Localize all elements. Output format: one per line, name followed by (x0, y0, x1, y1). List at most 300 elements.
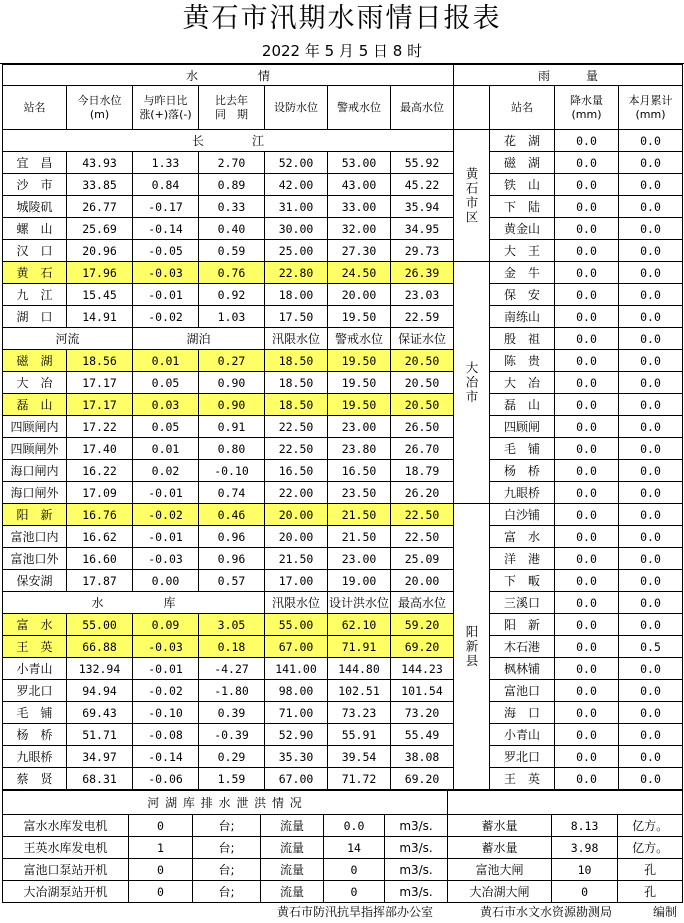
group-label: 汛限水位 (265, 328, 328, 350)
value-cell: 0.57 (199, 570, 265, 592)
facility-name: 王英水库发电机 (3, 837, 129, 859)
station-name: 沙 市 (3, 174, 67, 196)
value-cell: 20.50 (391, 394, 454, 416)
blank-cell (448, 791, 683, 815)
unit-label: 台; (193, 881, 261, 903)
column-header: 站名 (490, 86, 555, 130)
value-cell: 0.27 (199, 350, 265, 372)
value-cell: 17.17 (67, 394, 133, 416)
value-cell: 0.29 (199, 746, 265, 768)
flow-unit: m3/s. (385, 881, 448, 903)
flow-value: 14 (324, 837, 385, 859)
water-level-table (2, 64, 454, 790)
value-cell: 33.00 (328, 196, 391, 218)
column-header: 警戒水位 (328, 86, 391, 130)
value-cell: -0.10 (133, 702, 199, 724)
station-name: 罗北口 (3, 680, 67, 702)
flow-value: 0 (324, 859, 385, 881)
station-name: 九眼桥 (3, 746, 67, 768)
value-cell: 0.90 (199, 394, 265, 416)
rain-station-name: 三溪口 (490, 592, 555, 614)
rain-value: 0.0 (555, 350, 619, 372)
value-cell: 132.94 (67, 658, 133, 680)
station-row (3, 284, 454, 306)
value-cell: 20.00 (265, 526, 328, 548)
value-cell: 71.72 (328, 768, 391, 790)
reservoir-label: 大冶湖大闸 (448, 881, 552, 903)
rain-month-total: 0.5 (619, 636, 683, 658)
unit-label: 台; (193, 837, 261, 859)
flow-label: 流量 (261, 837, 324, 859)
rain-value: 0.0 (555, 328, 619, 350)
rain-value: 0.0 (555, 504, 619, 526)
value-cell: 23.00 (328, 416, 391, 438)
value-cell: 71.00 (265, 702, 328, 724)
station-row (3, 152, 454, 174)
rainfall-table (453, 64, 683, 790)
discharge-row (3, 815, 683, 837)
reservoir-label: 蓄水量 (448, 815, 552, 837)
value-cell: -0.17 (133, 196, 199, 218)
rain-month-total: 0.0 (619, 746, 683, 768)
station-name: 海口闸内 (3, 460, 67, 482)
value-cell: 17.50 (265, 306, 328, 328)
value-cell: -0.01 (133, 526, 199, 548)
group-label: 设计洪水位 (328, 592, 391, 614)
value-cell: 42.00 (265, 174, 328, 196)
value-cell: 67.00 (265, 636, 328, 658)
rain-month-total: 0.0 (619, 262, 683, 284)
value-cell: 22.59 (391, 306, 454, 328)
value-cell: 20.00 (265, 504, 328, 526)
report-footer (0, 902, 684, 922)
value-cell: 0.89 (199, 174, 265, 196)
rain-month-total: 0.0 (619, 460, 683, 482)
unit-count: 0 (129, 815, 193, 837)
report-title: 黄石市汛期水雨情日报表 (182, 3, 502, 34)
station-row (3, 306, 454, 328)
value-cell: 22.00 (265, 482, 328, 504)
value-cell: 16.50 (265, 460, 328, 482)
station-name: 蔡 贤 (3, 768, 67, 790)
station-name: 富池口内 (3, 526, 67, 548)
value-cell: 66.88 (67, 636, 133, 658)
district-name: 阳新县 (454, 504, 490, 790)
value-cell: 53.00 (328, 152, 391, 174)
discharge-row (3, 837, 683, 859)
value-cell: 141.00 (265, 658, 328, 680)
station-row (3, 372, 454, 394)
rain-month-total: 0.0 (619, 702, 683, 724)
facility-name: 大冶湖泵站开机 (3, 881, 129, 903)
value-cell: 38.08 (391, 746, 454, 768)
station-name: 小青山 (3, 658, 67, 680)
reservoir-unit: 亿方。 (618, 815, 683, 837)
value-cell: 15.45 (67, 284, 133, 306)
rain-value: 0.0 (555, 680, 619, 702)
value-cell: 68.31 (67, 768, 133, 790)
rain-month-total: 0.0 (619, 218, 683, 240)
column-header-row (3, 86, 454, 130)
station-name: 富 水 (3, 614, 67, 636)
value-cell: 22.50 (265, 416, 328, 438)
value-cell: 0.46 (199, 504, 265, 526)
rain-month-total: 0.0 (619, 174, 683, 196)
rain-station-name: 大 冶 (490, 372, 555, 394)
value-cell: 23.50 (328, 482, 391, 504)
value-cell: 144.80 (328, 658, 391, 680)
unit-label: 台; (193, 815, 261, 837)
value-cell: 0.39 (199, 702, 265, 724)
station-name: 城陵矶 (3, 196, 67, 218)
rain-station-name: 南练山 (490, 306, 555, 328)
rain-month-total: 0.0 (619, 570, 683, 592)
reservoir-unit: 亿方。 (618, 837, 683, 859)
value-cell: 0.96 (199, 548, 265, 570)
value-cell: -0.01 (133, 658, 199, 680)
value-cell: 30.00 (265, 218, 328, 240)
value-cell: 19.00 (328, 570, 391, 592)
value-cell: 0.02 (133, 460, 199, 482)
value-cell: -0.05 (133, 240, 199, 262)
station-row (3, 570, 454, 592)
value-cell: 73.23 (328, 702, 391, 724)
value-cell: 94.94 (67, 680, 133, 702)
value-cell: 0.33 (199, 196, 265, 218)
station-row (3, 526, 454, 548)
value-cell: 21.50 (265, 548, 328, 570)
flow-unit: m3/s. (385, 815, 448, 837)
value-cell: 69.20 (391, 768, 454, 790)
value-cell: 0.59 (199, 240, 265, 262)
rain-value: 0.0 (555, 394, 619, 416)
rain-value: 0.0 (555, 240, 619, 262)
rain-station-name: 王 英 (490, 768, 555, 790)
station-row (3, 548, 454, 570)
facility-name: 富池口泵站开机 (3, 859, 129, 881)
station-row (3, 438, 454, 460)
value-cell: 0.96 (199, 526, 265, 548)
rain-station-name: 磊 山 (490, 394, 555, 416)
station-name: 宜 昌 (3, 152, 67, 174)
value-cell: 0.03 (133, 394, 199, 416)
station-name: 湖 口 (3, 306, 67, 328)
value-cell: 17.40 (67, 438, 133, 460)
value-cell: 69.43 (67, 702, 133, 724)
value-cell: 25.09 (391, 548, 454, 570)
rain-section-label: 雨 量 (454, 65, 683, 86)
value-cell: 0.80 (199, 438, 265, 460)
value-cell: 0.18 (199, 636, 265, 658)
rain-value: 0.0 (555, 416, 619, 438)
value-cell: -0.03 (133, 548, 199, 570)
value-cell: 0.01 (133, 438, 199, 460)
station-name: 黄 石 (3, 262, 67, 284)
water-section-label: 水 情 (3, 65, 454, 86)
reservoir-value: 8.13 (552, 815, 618, 837)
column-header: 站名 (3, 86, 67, 130)
value-cell: -0.03 (133, 636, 199, 658)
group-label: 河流 (3, 328, 133, 350)
value-cell: 23.03 (391, 284, 454, 306)
rain-station-row (454, 262, 683, 284)
group-label: 湖泊 (133, 328, 265, 350)
value-cell: 0.76 (199, 262, 265, 284)
rain-value: 0.0 (555, 372, 619, 394)
value-cell: 23.80 (328, 438, 391, 460)
value-cell: 23.00 (328, 548, 391, 570)
rain-value: 0.0 (555, 460, 619, 482)
value-cell: 0.00 (133, 570, 199, 592)
value-cell: 16.50 (328, 460, 391, 482)
value-cell: 1.33 (133, 152, 199, 174)
rain-station-name: 洋 港 (490, 548, 555, 570)
value-cell: 18.79 (391, 460, 454, 482)
value-cell: 18.50 (265, 372, 328, 394)
column-header: 今日水位 (m) (67, 86, 133, 130)
rain-value: 0.0 (555, 746, 619, 768)
rain-station-name: 富 水 (490, 526, 555, 548)
value-cell: -0.02 (133, 306, 199, 328)
value-cell: 34.95 (391, 218, 454, 240)
value-cell: 2.70 (199, 152, 265, 174)
value-cell: 43.93 (67, 152, 133, 174)
value-cell: 26.50 (391, 416, 454, 438)
group-header-row (3, 328, 454, 350)
station-name: 九 江 (3, 284, 67, 306)
flow-unit: m3/s. (385, 837, 448, 859)
value-cell: 22.50 (391, 504, 454, 526)
value-cell: 25.69 (67, 218, 133, 240)
station-name: 四顾闸外 (3, 438, 67, 460)
value-cell: -0.03 (133, 262, 199, 284)
discharge-row (3, 859, 683, 881)
value-cell: 39.54 (328, 746, 391, 768)
rain-value: 0.0 (555, 130, 619, 152)
value-cell: 101.54 (391, 680, 454, 702)
value-cell: 19.50 (328, 372, 391, 394)
value-cell: 0.90 (199, 372, 265, 394)
value-cell: 26.70 (391, 438, 454, 460)
value-cell: 29.73 (391, 240, 454, 262)
group-header-row (3, 130, 454, 152)
rain-month-total: 0.0 (619, 152, 683, 174)
flow-value: 0.0 (324, 815, 385, 837)
station-row (3, 702, 454, 724)
rain-value: 0.0 (555, 614, 619, 636)
value-cell: 24.50 (328, 262, 391, 284)
station-row (3, 680, 454, 702)
value-cell: 102.51 (328, 680, 391, 702)
rain-month-total: 0.0 (619, 328, 683, 350)
group-label: 保证水位 (391, 328, 454, 350)
section-header-row (3, 65, 454, 86)
value-cell: -0.02 (133, 504, 199, 526)
value-cell: 59.20 (391, 614, 454, 636)
value-cell: 62.10 (328, 614, 391, 636)
value-cell: -0.14 (133, 746, 199, 768)
rain-value: 0.0 (555, 636, 619, 658)
value-cell: 26.39 (391, 262, 454, 284)
unit-label: 台; (193, 859, 261, 881)
rain-value: 0.0 (555, 724, 619, 746)
district-name: 大冶市 (454, 262, 490, 504)
rain-station-name: 磁 湖 (490, 152, 555, 174)
discharge-header-row (3, 791, 683, 815)
value-cell: -0.01 (133, 482, 199, 504)
station-name: 保安湖 (3, 570, 67, 592)
column-header: 与昨日比 涨(+)落(-) (133, 86, 199, 130)
rain-value: 0.0 (555, 768, 619, 790)
value-cell: 69.20 (391, 636, 454, 658)
value-cell: 55.00 (67, 614, 133, 636)
station-name: 阳 新 (3, 504, 67, 526)
value-cell: 55.49 (391, 724, 454, 746)
station-row (3, 636, 454, 658)
footer-office: 黄石市防汛抗旱指挥部办公室 (277, 905, 434, 919)
value-cell: -0.39 (199, 724, 265, 746)
rain-month-total: 0.0 (619, 548, 683, 570)
rain-station-name: 陈 贵 (490, 350, 555, 372)
rain-value: 0.0 (555, 218, 619, 240)
rain-station-name: 木石港 (490, 636, 555, 658)
station-name: 四顾闸内 (3, 416, 67, 438)
value-cell: 25.00 (265, 240, 328, 262)
value-cell: 22.80 (265, 262, 328, 284)
reservoir-unit: 孔 (618, 859, 683, 881)
rain-month-total: 0.0 (619, 658, 683, 680)
group-label: 水 库 (3, 592, 265, 614)
value-cell: 1.59 (199, 768, 265, 790)
value-cell: 35.30 (265, 746, 328, 768)
column-header: 比去年 同 期 (199, 86, 265, 130)
reservoir-value: 3.98 (552, 837, 618, 859)
station-name: 磁 湖 (3, 350, 67, 372)
rain-month-total: 0.0 (619, 526, 683, 548)
value-cell: 32.00 (328, 218, 391, 240)
rain-station-name: 小青山 (490, 724, 555, 746)
unit-count: 0 (129, 859, 193, 881)
value-cell: 21.50 (328, 504, 391, 526)
value-cell: 0.40 (199, 218, 265, 240)
group-label: 长 江 (3, 130, 454, 152)
station-name: 大 冶 (3, 372, 67, 394)
value-cell: 20.96 (67, 240, 133, 262)
rain-month-total: 0.0 (619, 416, 683, 438)
flow-label: 流量 (261, 859, 324, 881)
rain-station-name: 保 安 (490, 284, 555, 306)
station-row (3, 174, 454, 196)
rain-station-name: 殷 祖 (490, 328, 555, 350)
value-cell: -0.06 (133, 768, 199, 790)
rain-station-row (454, 130, 683, 152)
value-cell: 0.05 (133, 416, 199, 438)
reservoir-label: 蓄水量 (448, 837, 552, 859)
rain-station-row (454, 504, 683, 526)
station-row (3, 614, 454, 636)
rain-value: 0.0 (555, 262, 619, 284)
value-cell: 0.05 (133, 372, 199, 394)
value-cell: 16.62 (67, 526, 133, 548)
group-label: 汛限水位 (265, 592, 328, 614)
rain-month-total: 0.0 (619, 438, 683, 460)
value-cell: 52.90 (265, 724, 328, 746)
flow-unit: m3/s. (385, 859, 448, 881)
station-name: 王 英 (3, 636, 67, 658)
discharge-row (3, 881, 683, 903)
rain-station-name: 枫林铺 (490, 658, 555, 680)
facility-name: 富水水库发电机 (3, 815, 129, 837)
rain-month-total: 0.0 (619, 680, 683, 702)
rain-month-total: 0.0 (619, 350, 683, 372)
station-name: 磊 山 (3, 394, 67, 416)
flow-label: 流量 (261, 815, 324, 837)
value-cell: 27.30 (328, 240, 391, 262)
column-header: 降水量 (mm) (555, 86, 619, 130)
value-cell: 18.50 (265, 350, 328, 372)
station-row (3, 746, 454, 768)
rain-month-total: 0.0 (619, 130, 683, 152)
rain-value: 0.0 (555, 482, 619, 504)
value-cell: 18.56 (67, 350, 133, 372)
rain-value: 0.0 (555, 174, 619, 196)
value-cell: 52.00 (265, 152, 328, 174)
value-cell: 17.96 (67, 262, 133, 284)
value-cell: 31.00 (265, 196, 328, 218)
station-row (3, 262, 454, 284)
footer-action: 编制 (653, 905, 678, 919)
value-cell: 17.09 (67, 482, 133, 504)
discharge-table (2, 790, 683, 903)
group-header-row (3, 592, 454, 614)
column-header-row (454, 86, 683, 130)
rain-value: 0.0 (555, 702, 619, 724)
value-cell: 0.91 (199, 416, 265, 438)
value-cell: 144.23 (391, 658, 454, 680)
discharge-label: 河 湖 库 排 水 泄 洪 情 况 (3, 791, 448, 815)
footer-bureau: 黄石市水文水资源勘测局 (480, 905, 613, 919)
value-cell: 17.87 (67, 570, 133, 592)
station-row (3, 504, 454, 526)
value-cell: 0.84 (133, 174, 199, 196)
station-row (3, 724, 454, 746)
value-cell: 16.22 (67, 460, 133, 482)
value-cell: 1.03 (199, 306, 265, 328)
rain-value: 0.0 (555, 438, 619, 460)
value-cell: 21.50 (328, 526, 391, 548)
report-date: 2022 年 5 月 5 日 8 时 (261, 42, 423, 60)
value-cell: 67.00 (265, 768, 328, 790)
rain-month-total: 0.0 (619, 592, 683, 614)
column-header: 本月累计 (mm) (619, 86, 683, 130)
value-cell: 34.97 (67, 746, 133, 768)
value-cell: 55.91 (328, 724, 391, 746)
rain-value: 0.0 (555, 570, 619, 592)
value-cell: -0.14 (133, 218, 199, 240)
station-name: 毛 铺 (3, 702, 67, 724)
rain-month-total: 0.0 (619, 614, 683, 636)
rain-month-total: 0.0 (619, 504, 683, 526)
value-cell: 22.50 (391, 526, 454, 548)
rain-value: 0.0 (555, 306, 619, 328)
value-cell: -0.01 (133, 284, 199, 306)
station-row (3, 394, 454, 416)
value-cell: 71.91 (328, 636, 391, 658)
value-cell: 26.77 (67, 196, 133, 218)
value-cell: 16.60 (67, 548, 133, 570)
rain-month-total: 0.0 (619, 482, 683, 504)
rain-station-name: 杨 桥 (490, 460, 555, 482)
